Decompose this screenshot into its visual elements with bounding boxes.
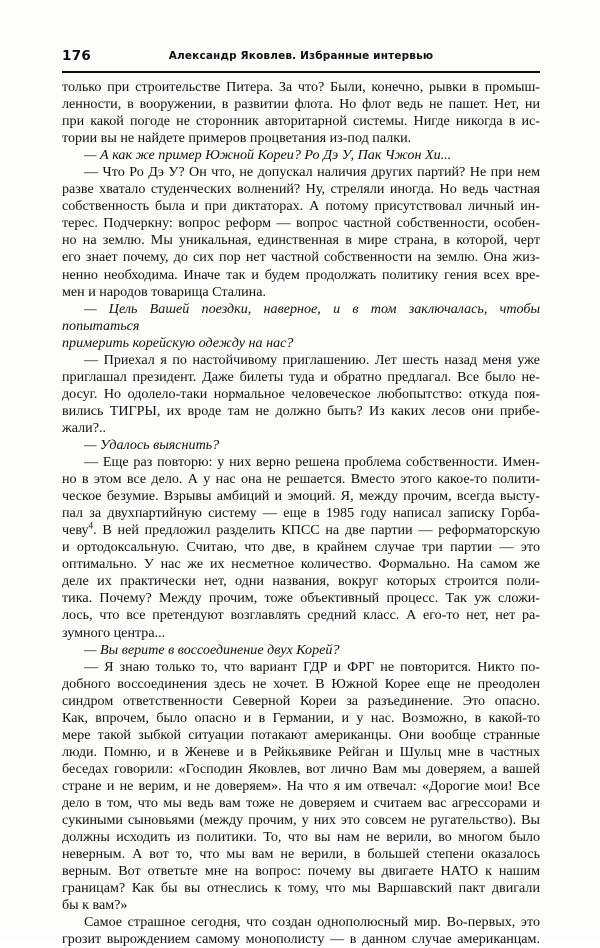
text-line: — Цель Вашей поездки, наверное, и в том заключалась, чтобы попытаться bbox=[62, 300, 540, 334]
text-line: беседах говорили: «Господин Яковлев, вот лично Вам мы доверяем, а вашей bbox=[62, 760, 540, 777]
running-head bbox=[62, 48, 540, 70]
paragraph-indent bbox=[62, 301, 84, 318]
text-line: верным. Вот ответьте мне на вопрос: почему вы двигаете НАТО к нашим bbox=[62, 863, 540, 880]
text-line: грозит вырождением самому монополисту — в данном случае американцам. bbox=[62, 931, 540, 948]
text-line: деле их практически нет, одни названия, вокруг которых строится поли- bbox=[62, 573, 540, 590]
text-line: но на землю. Мы уникальная, единственная в мире страна, в которой, черт bbox=[62, 232, 540, 249]
text-line: границам? Как бы вы отнеслись к тому, что мы Варшавский пакт двигали bbox=[62, 880, 540, 897]
text-line: терес. Подчеркну: вопрос реформ — вопрос частной собственности, особен- bbox=[62, 215, 540, 232]
footnote-marker: 4 bbox=[88, 520, 94, 531]
paragraph-indent bbox=[62, 164, 84, 181]
text-line: — Что Ро Дэ У? Он что, не допускал наличия других партий? Не при нем bbox=[62, 164, 540, 181]
text-line: его знает почему, до сих пор нет частной собственности на землю. Она жиз- bbox=[62, 249, 540, 266]
text-line: тика. Почему? Между прочим, тоже объективный процесс. Так уж сложи- bbox=[62, 590, 540, 607]
text-line: стране и не верим, и не доверяем». На что я им отвечал: «Дорогие мои! Все bbox=[62, 777, 540, 794]
paragraph-indent bbox=[62, 352, 84, 369]
text-line: неверным. А вот то, что мы вам не верили, в большей степени оказалось bbox=[62, 846, 540, 863]
text-line: ленности, в вооружении, в развитии флота. Но флот ведь не пашет. Нет, ни bbox=[62, 96, 540, 113]
text-line: — А как же пример Южной Кореи? Ро Дэ У, Пак Чжон Хи... bbox=[62, 147, 540, 164]
text-line: синдром ответственности Северной Кореи за разъединение. Это опасно. bbox=[62, 692, 540, 709]
text-line: чеву$^4$. В ней предложил разделить КПСС на две партии — реформаторскую bbox=[62, 520, 540, 539]
text-line: жали?.. bbox=[62, 419, 106, 436]
running-head-title: Александр Яковлев. Избранные интервью bbox=[168, 50, 434, 62]
text-line: только при строительстве Питера. За что? Были, конечно, рывки в промыш- bbox=[62, 79, 540, 95]
text-line: вились ТИГРЫ, их вроде там не должно быть? Из каких лесов они прибе- bbox=[62, 402, 540, 419]
text-line: мен и народов товарища Сталина. bbox=[62, 283, 266, 300]
text-line: бы к вам?» bbox=[62, 897, 128, 914]
text-line: — Я знаю только то, что вариант ГДР и ФРГ не повторится. Никто по- bbox=[62, 659, 540, 676]
text-line: сукиными сыновьями (между прочим, у них это совсем не ругательство). Вы bbox=[62, 812, 540, 829]
paragraph-indent bbox=[62, 659, 84, 676]
text-line: — Удалось выяснить? bbox=[62, 437, 540, 454]
text-line: Как, впрочем, было опасно и в Германии, и у нас. Возможно, в какой-то bbox=[62, 709, 540, 726]
text-line: примерить корейскую одежду на нас? bbox=[62, 334, 294, 351]
text-line: люди. Помню, и в Женеве и в Рейкьявике Рейган и Шульц мне в частных bbox=[62, 743, 540, 760]
paragraph-indent bbox=[62, 642, 84, 659]
text-line: дело в том, что мы ведь вам тоже не доверяем и считаем вас агрессорами и bbox=[62, 794, 540, 811]
text-line: Самое страшное сегодня, что создан однополюсный мир. Во-первых, это bbox=[62, 914, 540, 931]
page-number: 176 bbox=[62, 48, 92, 64]
text-line: — Еще раз повторю: у них верно решена проблема собственности. Имен- bbox=[62, 454, 540, 471]
text-line: добного воссоединения здесь не хочет. В Южной Корее еще не преодолен bbox=[62, 675, 540, 692]
text-line: пал за двухпартийную систему — еще в 1985 году написал записку Горба- bbox=[62, 505, 540, 522]
text-line: и ортодоксальную. Считаю, что две, в крайнем случае три партии — это bbox=[62, 539, 540, 556]
text-line: но в этом все дело. А у нас она не решается. Вместо этого какое-то полити- bbox=[62, 471, 540, 488]
text-line: при какой погоде не сторонник авторитарной системы. Нигде никогда в ис- bbox=[62, 113, 540, 130]
text-line: — Вы верите в воссоединение двух Корей? bbox=[62, 642, 540, 659]
text-line: ненно необходима. Иначе так и будем продолжать политику гения всех вре- bbox=[62, 266, 540, 283]
text-line: мере такой зыбкой ситуации потакают американцы. Они вообще странные bbox=[62, 726, 540, 743]
text-line: собственность была и при диктаторах. А потому присутствовал личный ин- bbox=[62, 198, 540, 215]
text-line: должны исходить из политики. То, что вы нам не верили, во многом было bbox=[62, 829, 540, 846]
text-line: — Приехал я по настойчивому приглашению. Лет шесть назад меня уже bbox=[62, 352, 540, 369]
paragraph-indent bbox=[62, 147, 84, 164]
text-line: оптимально. У нас же их несметное количество. Формально. На самом же bbox=[62, 556, 540, 573]
text-line: зумного центра... bbox=[62, 624, 166, 641]
paragraph-indent bbox=[62, 914, 84, 931]
body-text-column bbox=[62, 79, 540, 948]
text-line: ческое безумие. Взрывы амбиций и эмоций. Я, между прочим, всегда высту- bbox=[62, 488, 540, 505]
header-divider-rule bbox=[62, 71, 540, 73]
text-line: досуг. Но одолело-таки нормальное человеческое любопытство: откуда поя- bbox=[62, 385, 540, 402]
paragraph-indent bbox=[62, 437, 84, 454]
paragraph-indent bbox=[62, 454, 84, 471]
text-line: разве хватало студенческих волнений? Ну, стреляли иногда. Но ведь частная bbox=[62, 181, 540, 198]
text-line: приглашал президент. Даже билеты туда и обратно предлагал. Все было не- bbox=[62, 368, 540, 385]
text-line: тории вы не найдете примеров процветания из-под палки. bbox=[62, 130, 412, 147]
text-line: лось, что все претендуют возглавлять средний класс. А его-то нет, нет ра- bbox=[62, 607, 540, 624]
